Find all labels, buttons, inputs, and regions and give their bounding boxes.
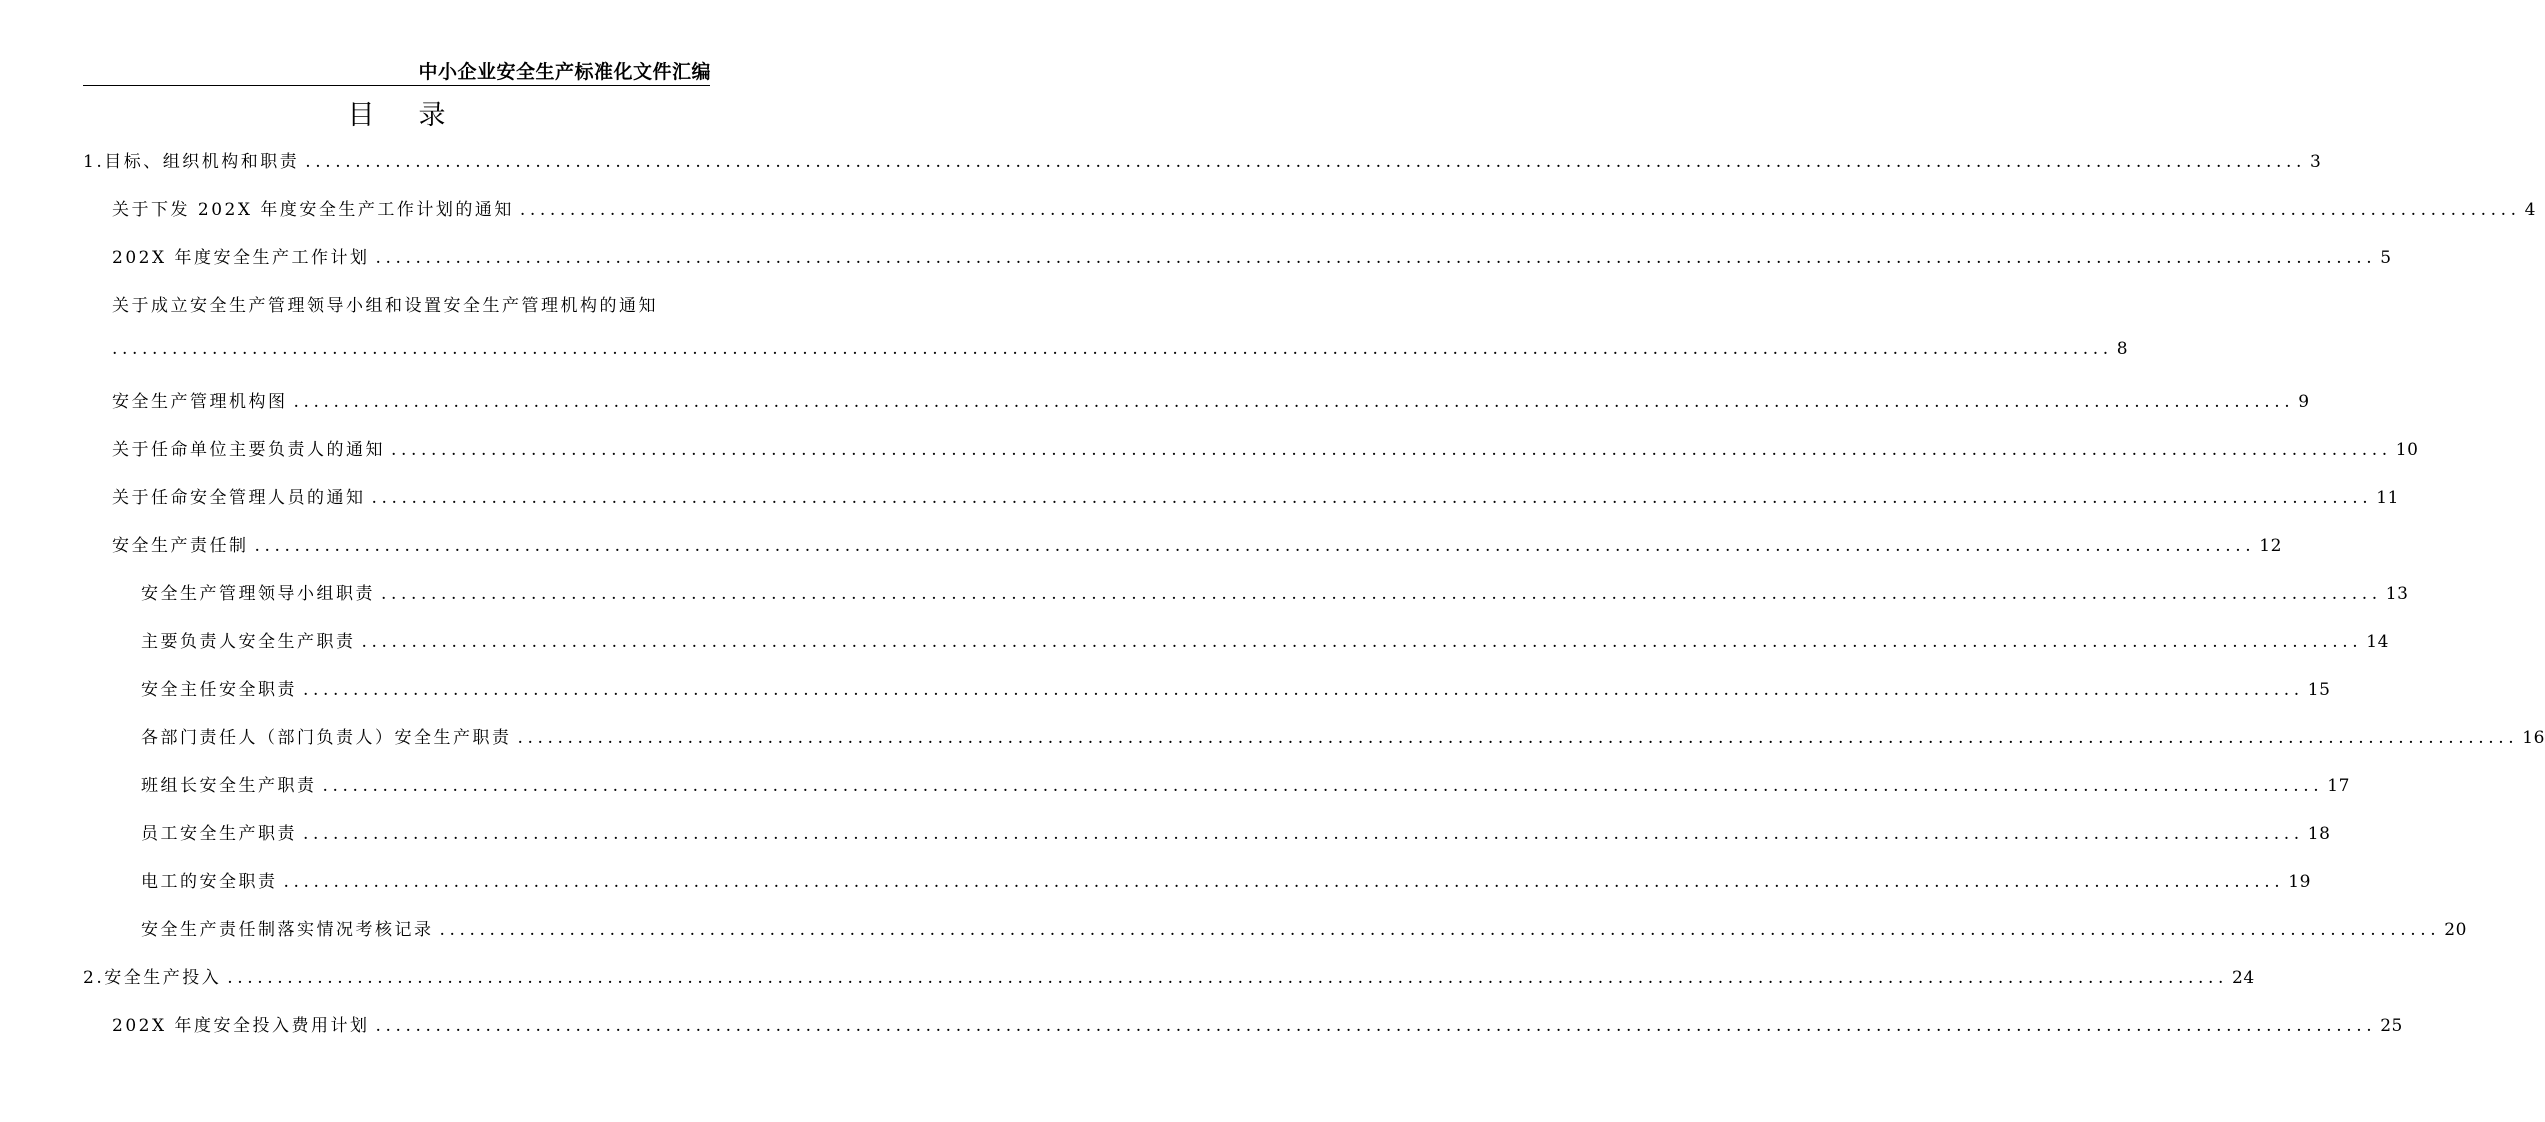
toc-leader-dots: ........................................................................................................................................................................................................ xyxy=(391,440,2392,460)
toc-entry[interactable] xyxy=(83,963,2255,988)
toc-leader-dots: ........................................................................................................................................................................................................ xyxy=(375,1016,2377,1036)
page-title xyxy=(0,93,793,132)
toc-entry[interactable] xyxy=(112,1011,2403,1036)
document-series-title: 中小企业安全生产标准化文件汇编 xyxy=(418,61,711,83)
toc-page-number: 19 xyxy=(2288,872,2311,892)
toc-entry-label: 安全生产管理领导小组职责 xyxy=(141,584,375,604)
toc-leader-dots: ........................................................................................................................................................................................................ xyxy=(375,248,2377,268)
toc-leader-dots: ........................................................................................................................................................................................................ xyxy=(305,152,2306,172)
toc-entry-label: 安全生产责任制落实情况考核记录 xyxy=(141,920,434,940)
toc-entry-label: 各部门责任人（部门负责人）安全生产职责 xyxy=(141,728,512,748)
toc-leader-dots: ........................................................................................................................................................................................................ xyxy=(519,200,2521,220)
toc-leader-dots: ........................................................................................................................................................................................................ xyxy=(371,488,2373,508)
toc-page-number: 24 xyxy=(2232,968,2255,988)
toc-entry-label: 202X 年度安全投入费用计划 xyxy=(112,1016,370,1036)
toc-entry-label: 主要负责人安全生产职责 xyxy=(141,632,356,652)
toc-page-number: 25 xyxy=(2380,1016,2403,1036)
toc-leader-dots: ........................................................................................................................................................................................................ xyxy=(439,920,2441,940)
toc-page-number: 8 xyxy=(2116,339,2129,359)
toc-leader-dots: ........................................................................................................................................................................................................ xyxy=(361,632,2363,652)
toc-page-number: 17 xyxy=(2327,776,2350,796)
toc-page-number: 16 xyxy=(2522,728,2545,748)
toc-page-number: 3 xyxy=(2310,152,2322,172)
toc-entry[interactable] xyxy=(83,147,2322,172)
toc-entry-label: 2.安全生产投入 xyxy=(83,968,222,988)
toc-leader-dots: ........................................................................................................................................................................................................ xyxy=(254,536,2256,556)
toc-entry[interactable] xyxy=(141,627,2389,652)
toc-entry-label: 班组长安全生产职责 xyxy=(141,776,317,796)
toc-entry-label: 电工的安全职责 xyxy=(141,872,278,892)
toc-leader-dots: ........................................................................................................................................................................................................ xyxy=(227,968,2228,988)
toc-entry[interactable] xyxy=(112,435,2419,460)
toc-entry[interactable] xyxy=(141,915,2467,940)
toc-entry-label: 员工安全生产职责 xyxy=(141,824,297,844)
toc-entry-label[interactable]: 关于成立安全生产管理领导小组和设置安全生产管理机构的通知 xyxy=(112,296,658,316)
toc-entry-label: 关于下发 202X 年度安全生产工作计划的通知 xyxy=(112,200,514,220)
toc-entry-label: 关于任命安全管理人员的通知 xyxy=(112,488,366,508)
toc-entry[interactable] xyxy=(112,483,2399,508)
toc-entry-label: 安全主任安全职责 xyxy=(141,680,297,700)
toc-leader-dots: ........................................................................................................................................................................................................ xyxy=(303,680,2304,700)
toc-leader-dots: ........................................................................................................................................................................................................ xyxy=(322,776,2324,796)
toc-leader-dots: ........................................................................................................................................................................................................ xyxy=(381,584,2382,604)
toc-page-number: 10 xyxy=(2395,440,2419,460)
toc-entry-label: 1.目标、组织机构和职责 xyxy=(83,152,300,172)
toc-page-number: 4 xyxy=(2524,200,2536,220)
toc-entry[interactable] xyxy=(112,339,2129,359)
toc-entry[interactable] xyxy=(112,243,2392,268)
toc-entry[interactable] xyxy=(112,531,2282,556)
toc-entry[interactable] xyxy=(141,579,2409,604)
page-title-char-2: 录 xyxy=(418,100,446,131)
toc-entry[interactable] xyxy=(141,867,2311,892)
toc-page-number: 14 xyxy=(2366,632,2389,652)
toc-entry-label: 202X 年度安全生产工作计划 xyxy=(112,248,370,268)
toc-page-number: 13 xyxy=(2385,584,2409,604)
toc-entry[interactable] xyxy=(112,387,2310,412)
toc-page-number: 11 xyxy=(2376,488,2399,508)
toc-leader-dots: ........................................................................................................................................................................................................ xyxy=(303,824,2304,844)
toc-entry-label: 关于任命单位主要负责人的通知 xyxy=(112,440,385,460)
toc-leader-dots: ........................................................................................................................................................................................................ xyxy=(112,339,2113,359)
toc-page-number: 12 xyxy=(2259,536,2282,556)
toc-page-number: 18 xyxy=(2307,824,2331,844)
toc-page-number: 15 xyxy=(2307,680,2331,700)
toc-entry[interactable] xyxy=(141,675,2331,700)
toc-leader-dots: ........................................................................................................................................................................................................ xyxy=(517,728,2519,748)
toc-entry[interactable] xyxy=(141,723,2545,748)
header-divider xyxy=(83,85,710,86)
toc-leader-dots: ........................................................................................................................................................................................................ xyxy=(293,392,2295,412)
toc-entry[interactable] xyxy=(112,195,2536,220)
toc-entry-label: 安全生产管理机构图 xyxy=(112,392,288,412)
toc-page-number: 9 xyxy=(2298,392,2310,412)
toc-entry[interactable] xyxy=(141,819,2331,844)
page-title-char-1: 目 xyxy=(347,100,375,131)
toc-leader-dots: ........................................................................................................................................................................................................ xyxy=(283,872,2285,892)
toc-entry[interactable] xyxy=(141,771,2350,796)
toc-page-number: 20 xyxy=(2444,920,2467,940)
toc-page-number: 5 xyxy=(2380,248,2392,268)
toc-entry-label: 安全生产责任制 xyxy=(112,536,249,556)
